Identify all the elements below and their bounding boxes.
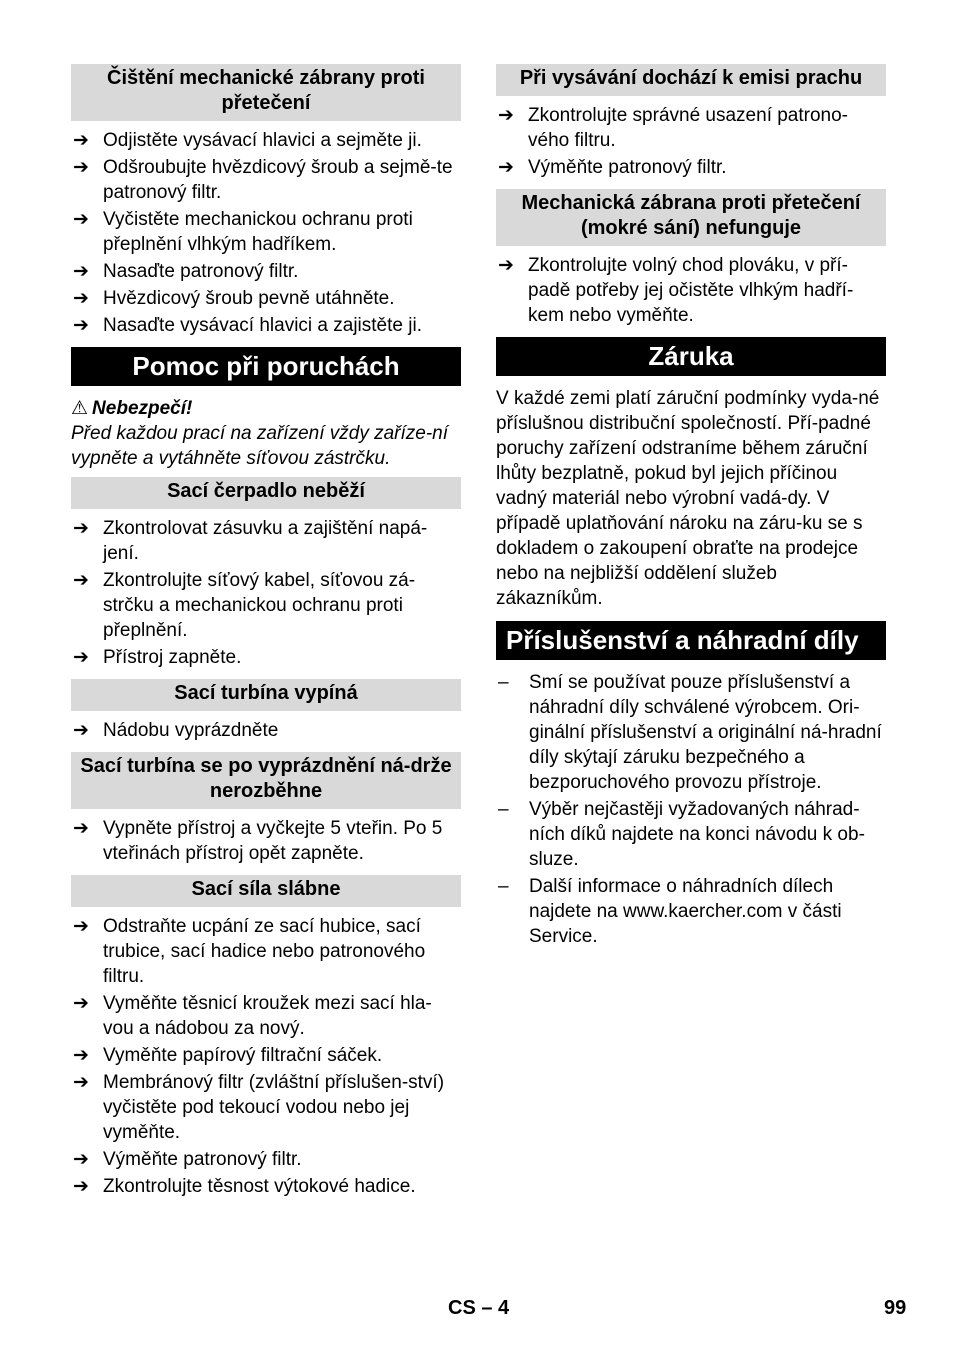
list-item: ➔ Výměňte patronový filtr. xyxy=(498,157,727,178)
left-column xyxy=(71,64,461,1208)
suction-weakens-steps xyxy=(71,914,461,1199)
arrow-icon: ➔ xyxy=(498,157,514,178)
overflow-not-working-steps xyxy=(496,253,886,328)
list-item: ➔ Zkontrolujte síťový kabel, síťovou zá-strčku a mechanickou ochranu proti přeplnění. xyxy=(73,570,416,641)
arrow-icon: ➔ xyxy=(73,1149,89,1170)
footer-language-code: CS – 4 xyxy=(448,1297,510,1319)
page-number: 99 xyxy=(884,1297,907,1319)
list-item: – Výběr nejčastěji vyžadovaných náhrad-ních díků najdete na konci návodu k ob-sluze. xyxy=(498,799,865,870)
list-item: ➔ Zkontrolujte volný chod plováku, v pří-padě potřeby jej očistěte vlhkým hadří-kem nebo vyměňte. xyxy=(498,255,854,326)
list-item: ➔ Odjistěte vysávací hlavici a sejměte ji. xyxy=(73,130,422,151)
list-item: ➔ Vyměňte papírový filtrační sáček. xyxy=(73,1045,383,1066)
list-item: – Další informace o náhradních dílech najdete na www.kaercher.com v části Service. xyxy=(498,876,842,947)
section-heading-turbine-switches-off: Sací turbína vypíná xyxy=(71,679,461,711)
arrow-icon: ➔ xyxy=(73,157,89,178)
main-heading-warranty: Záruka xyxy=(496,337,886,376)
arrow-icon: ➔ xyxy=(73,720,89,741)
main-heading-accessories: Příslušenství a náhradní díly xyxy=(496,621,886,660)
list-item: ➔ Zkontrolujte těsnost výtokové hadice. xyxy=(73,1176,416,1197)
section-heading-overflow-cleaning: Čištění mechanické zábrany proti přetečení xyxy=(71,64,461,121)
list-item: ➔ Zkontrolovat zásuvku a zajištění napá-jení. xyxy=(73,518,428,564)
arrow-icon: ➔ xyxy=(498,255,514,276)
arrow-icon: ➔ xyxy=(73,818,89,839)
warranty-text: V každé zemi platí záruční podmínky vyda-né příslušnou distribuční společností. Pří-padné poruchy zařízení odstraníme během záruční lhůty bezplatně, pokud byl jejich příčinou vadný materiál nebo výrobní vadá-dy. V případě uplatňování nároku na záru-ku se s dokladem o zakoupení obraťte na prodejce nebo na nejbližší oddělení služeb zákazníkům. xyxy=(496,388,880,609)
dash-bullet: – xyxy=(498,672,509,693)
arrow-icon: ➔ xyxy=(73,261,89,282)
arrow-icon: ➔ xyxy=(73,1045,89,1066)
dash-bullet: – xyxy=(498,876,509,897)
danger-text: Před každou prací na zařízení vždy zaříze-ní vypněte a vytáhněte síťovou zástrčku. xyxy=(71,423,449,469)
list-item: ➔ Přístroj zapněte. xyxy=(73,647,242,668)
list-item: ➔ Membránový filtr (zvláštní příslušen-ství) vyčistěte pod tekoucí vodou nebo jej vyměňte. xyxy=(73,1072,445,1143)
list-item: ➔ Nasaďte vysávací hlavici a zajistěte ji. xyxy=(73,315,422,336)
turbine-switches-off-steps xyxy=(71,718,461,743)
dash-bullet: – xyxy=(498,799,509,820)
list-item: ➔ Odšroubujte hvězdicový šroub a sejmě-te patronový filtr. xyxy=(73,157,453,203)
list-item: ➔ Odstraňte ucpání ze sací hubice, sací trubice, sací hadice nebo patronového filtru. xyxy=(73,916,426,987)
accessories-list xyxy=(496,670,886,949)
arrow-icon: ➔ xyxy=(73,570,89,591)
overflow-cleaning-steps xyxy=(71,128,461,338)
arrow-icon: ➔ xyxy=(73,1072,89,1093)
main-heading-troubleshooting: Pomoc při poruchách xyxy=(71,347,461,386)
list-item: ➔ Vyměňte těsnicí kroužek mezi sací hla-vou a nádobou za nový. xyxy=(73,993,432,1039)
dust-emission-steps xyxy=(496,103,886,180)
danger-label: ⚠ Nebezpečí! xyxy=(71,398,193,419)
arrow-icon: ➔ xyxy=(73,993,89,1014)
arrow-icon: ➔ xyxy=(498,105,514,126)
arrow-icon: ➔ xyxy=(73,288,89,309)
section-heading-pump-not-running: Sací čerpadlo neběží xyxy=(71,477,461,509)
section-heading-dust-emission: Při vysávání dochází k emisi prachu xyxy=(496,64,886,96)
list-item: ➔ Výměňte patronový filtr. xyxy=(73,1149,302,1170)
list-item: ➔ Nasaďte patronový filtr. xyxy=(73,261,299,282)
arrow-icon: ➔ xyxy=(73,518,89,539)
list-item: ➔ Vyčistěte mechanickou ochranu proti přeplnění vlhkým hadříkem. xyxy=(73,209,413,255)
arrow-icon: ➔ xyxy=(73,647,89,668)
section-heading-turbine-not-starting: Sací turbína se po vyprázdnění ná-drže nerozběhne xyxy=(71,752,461,809)
pump-not-running-steps xyxy=(71,516,461,670)
warning-icon: ⚠ xyxy=(71,398,89,419)
list-item: ➔ Nádobu vyprázdněte xyxy=(73,720,279,741)
turbine-not-starting-steps xyxy=(71,816,461,866)
arrow-icon: ➔ xyxy=(73,209,89,230)
arrow-icon: ➔ xyxy=(73,1176,89,1197)
arrow-icon: ➔ xyxy=(73,916,89,937)
list-item: ➔ Zkontrolujte správné usazení patrono-vého filtru. xyxy=(498,105,849,151)
arrow-icon: ➔ xyxy=(73,130,89,151)
section-heading-overflow-not-working: Mechanická zábrana proti přetečení (mokré sání) nefunguje xyxy=(496,189,886,246)
list-item: ➔ Hvězdicový šroub pevně utáhněte. xyxy=(73,288,395,309)
list-item: ➔ Vypněte přístroj a vyčkejte 5 vteřin. Po 5 vteřinách přístroj opět zapněte. xyxy=(73,818,443,864)
list-item: – Smí se používat pouze příslušenství a náhradní díly schválené výrobcem. Ori-ginální příslušenství a originální ná-hradní díly skýtají záruku bezpečného a bezporuchového provozu přístroje. xyxy=(498,672,882,793)
right-column xyxy=(496,64,886,951)
arrow-icon: ➔ xyxy=(73,315,89,336)
section-heading-suction-weakens: Sací síla slábne xyxy=(71,875,461,907)
